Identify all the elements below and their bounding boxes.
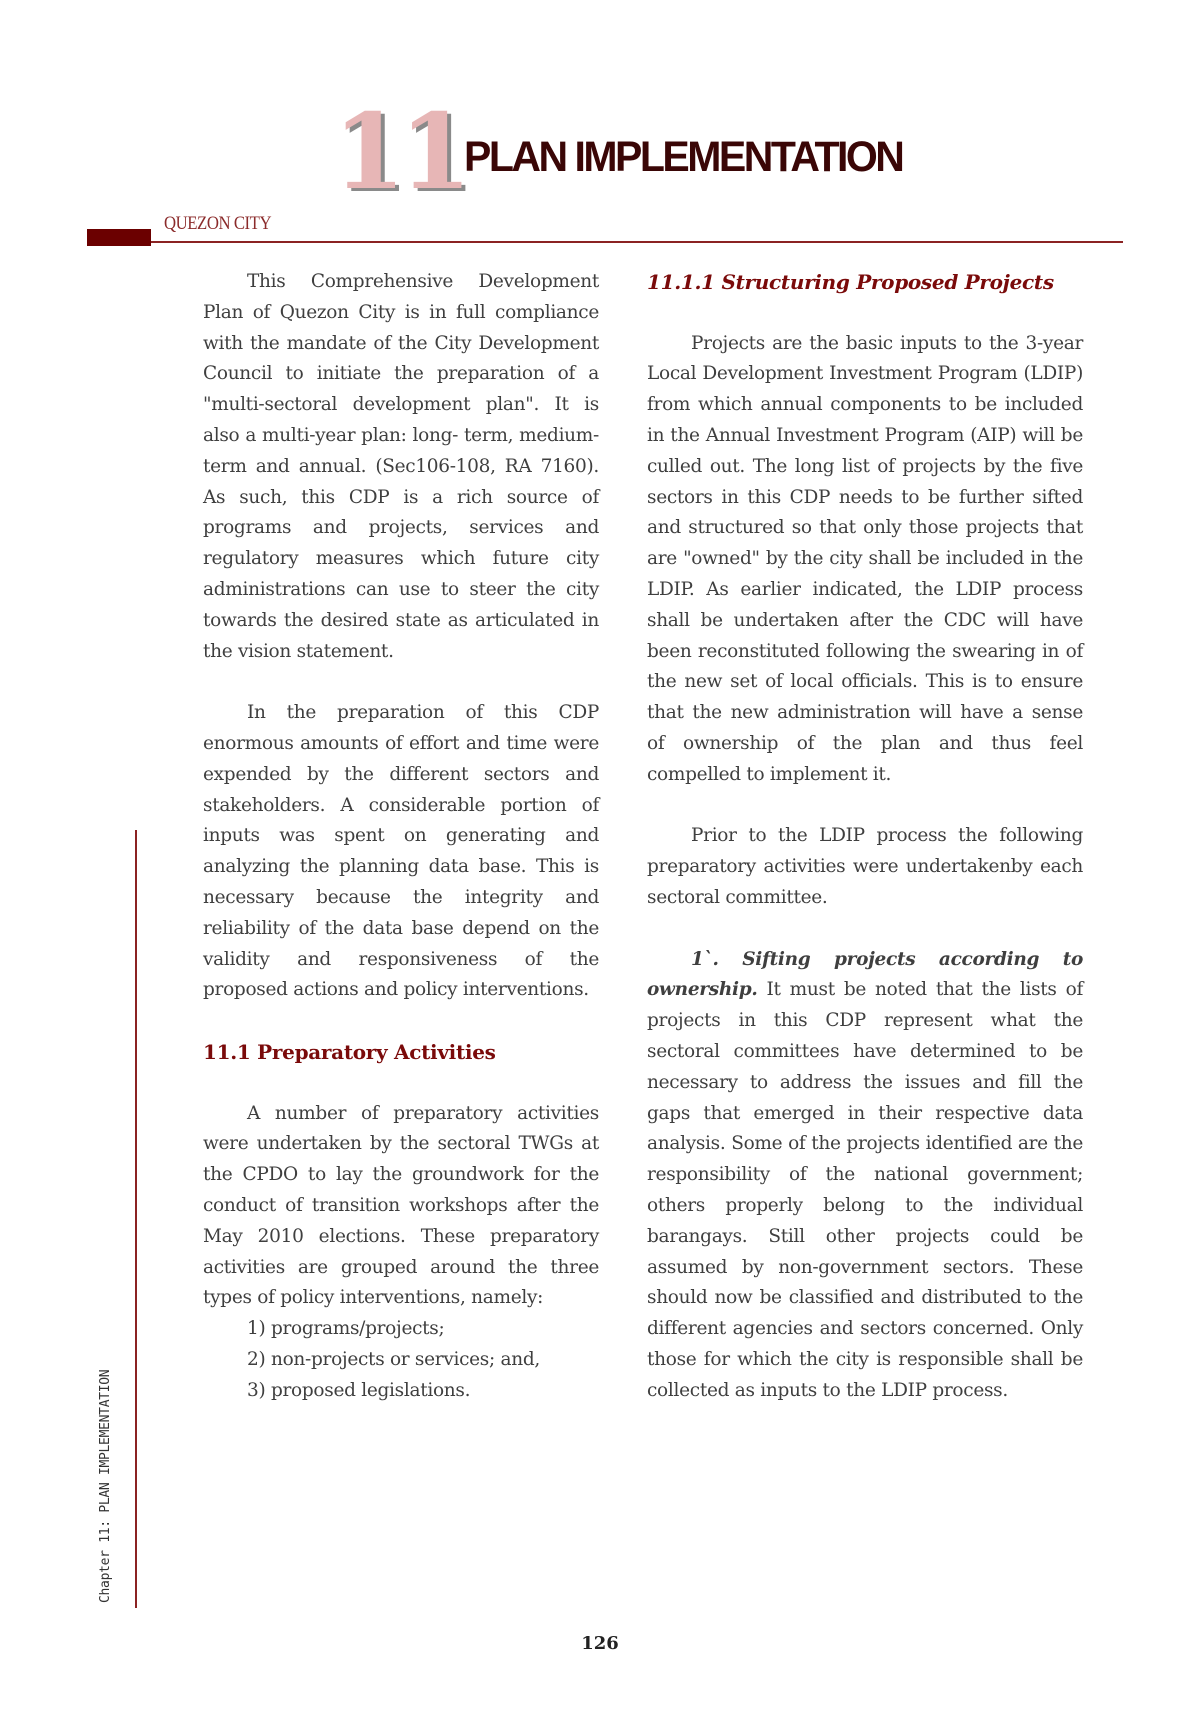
paragraph-gap xyxy=(647,791,1083,822)
header-accent-block xyxy=(87,229,151,246)
item-1-lead: 1`. Sifting projects according to ownership. xyxy=(647,948,1083,1001)
paragraph-gap xyxy=(203,1006,599,1037)
city-label: QUEZON CITY xyxy=(164,213,272,234)
item-1-body: It must be noted that the lists of projects in this CDP represent what the sectoral committees have determined to be necessary to address the issues and fill the gaps that emerged in their respective data analysis. Some of the projects identified are the responsibility of the national government; others properly belong to the individual barangays. Still other projects could be assumed by non-government sectors. These should now be classified and distributed to the different agencies and sectors concerned. Only those for which the city is responsible shall be collected as inputs to the LDIP process. xyxy=(647,979,1083,1401)
right-paragraph-1: Projects are the basic inputs to the 3-year Local Development Investment Program (LDIP) from which annual components to be included in the Annual Investment Program (AIP) will be culled out. The long list of projects by the five sectors in this CDP needs to be further sifted and structured so that only those projects that are "owned" by the city shall be included in the LDIP. As earlier indicated, the LDIP process shall be undertaken after the CDC will have been reconstituted following the swearing in of the new set of local officials. This is to ensure that the new administration will have a sense of ownership of the plan and thus feel compelled to implement it. xyxy=(647,332,1083,785)
paragraph-gap xyxy=(203,1068,599,1099)
sidebar-rule xyxy=(135,830,137,1608)
list-item: 1) programs/projects; xyxy=(247,1318,445,1340)
sidebar-running-label: Chapter 11: PLAN IMPLEMENTATION xyxy=(98,1369,113,1603)
right-paragraph-2: Prior to the LDIP process the following preparatory activities were undertakenby each sectoral committee. xyxy=(647,825,1083,908)
left-paragraph-2: In the preparation of this CDP enormous amounts of effort and time were expended by the different sectors and stakeholders. A considerable portion of inputs was spent on generating and analyzing the planning data base. This is necessary because the integrity and reliability of the data base depend on the validity and responsiveness of the proposed actions and policy interventions. xyxy=(203,702,599,1001)
chapter-title: PLAN IMPLEMENTATION xyxy=(464,132,903,181)
section-heading-preparatory-activities: 11.1 Preparatory Activities xyxy=(203,1039,496,1064)
left-paragraph-1: This Comprehensive Development Plan of Quezon City is in full compliance with the mandate of the City Development Council to initiate the preparation of a "multi-sectoral development plan". It is also a multi-year plan: long- term, medium-term and annual. (Sec106-108, RA 7160). As such, this CDP is a rich source of programs and projects, services and regulatory measures which future city administrations can use to steer the city towards the desired state as articulated in the vision statement. xyxy=(203,271,599,662)
paragraph-gap xyxy=(647,914,1083,945)
paragraph-gap xyxy=(647,298,1083,329)
right-item-1 xyxy=(647,945,1083,1407)
list-item: 2) non-projects or services; and, xyxy=(247,1348,540,1370)
paragraph-gap xyxy=(203,667,599,698)
left-column xyxy=(203,267,599,1406)
header-rule xyxy=(151,241,1123,243)
section-heading-structuring-projects: 11.1.1 Structuring Proposed Projects xyxy=(647,270,1054,294)
left-paragraph-3: A number of preparatory activities were undertaken by the sectoral TWGs at the CPDO to lay the groundwork for the conduct of transition workshops after the May 2010 elections. These preparatory activities are grouped around the three types of policy interventions, namely: xyxy=(203,1102,599,1309)
chapter-number: 11 xyxy=(333,90,466,213)
right-column xyxy=(647,267,1083,1406)
page-number: 126 xyxy=(581,1633,619,1654)
list-item: 3) proposed legislations. xyxy=(247,1379,471,1401)
